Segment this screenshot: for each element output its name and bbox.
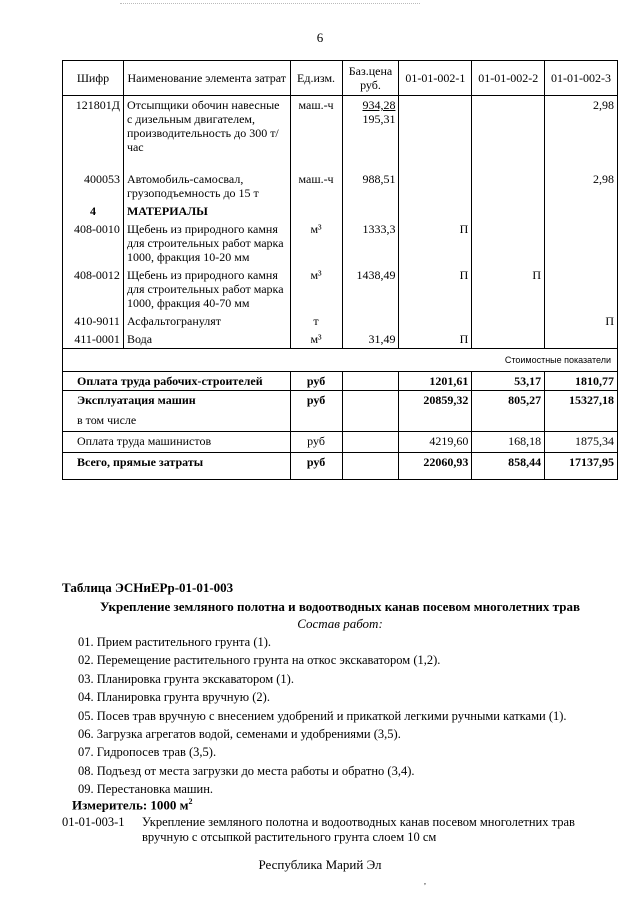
top-rule <box>120 3 420 4</box>
summary-price <box>342 453 399 480</box>
summary-c1: 4219,60 <box>399 432 472 453</box>
list-item: 08. Подъезд от места загрузки до места работы и обратно (3,4). <box>78 763 415 778</box>
row-c3 <box>545 220 618 266</box>
row-unit: м³ <box>290 330 342 349</box>
row-price <box>342 312 399 330</box>
list-item: 04. Планировка грунта вручную (2). <box>78 690 270 705</box>
summary-label: в том числе <box>63 411 291 432</box>
row-c1 <box>399 170 472 202</box>
row-unit: маш.-ч <box>290 96 342 171</box>
header-unit: Ед.изм. <box>290 61 342 96</box>
row-code: 4 <box>63 202 124 220</box>
work-composition-heading: Состав работ: <box>297 616 383 631</box>
row-c1 <box>399 312 472 330</box>
summary-c2: 858,44 <box>472 453 545 480</box>
row-c3: П <box>545 312 618 330</box>
row-name: МАТЕРИАЛЫ <box>123 202 290 220</box>
list-item: 03. Планировка грунта экскаватором (1). <box>78 671 294 686</box>
measure-superscript: 2 <box>188 797 193 806</box>
row-c2 <box>472 220 545 266</box>
cost-header: Стоимостные показатели <box>63 349 618 372</box>
header-col3: 01-01-002-3 <box>545 61 618 96</box>
row-code: 400053 <box>63 170 124 202</box>
row-unit: м³ <box>290 220 342 266</box>
row-c1 <box>399 202 472 220</box>
summary-label: Оплата труда машинистов <box>63 432 291 453</box>
row-c2 <box>472 170 545 202</box>
cost-header-row <box>63 349 618 372</box>
row-code: 121801Д <box>63 96 124 171</box>
summary-row <box>63 411 618 432</box>
summary-unit: руб <box>290 453 342 480</box>
row-price-main: 934,28 <box>362 98 396 112</box>
list-item: 09. Перестановка машин. <box>78 782 214 797</box>
row-unit: т <box>290 312 342 330</box>
summary-price <box>342 432 399 453</box>
entry-line-2: вручную с отсыпкой растительного грунта слоем 10 см <box>142 830 437 844</box>
row-c1: П <box>399 220 472 266</box>
row-price <box>342 96 399 171</box>
summary-c2: 805,27 <box>472 391 545 412</box>
row-code: 408-0012 <box>63 266 124 312</box>
summary-c2 <box>472 411 545 432</box>
row-code: 410-9011 <box>63 312 124 330</box>
row-price: 988,51 <box>342 170 399 202</box>
row-code: 408-0010 <box>63 220 124 266</box>
stray-mark: , <box>424 877 426 886</box>
table-subtitle: Укрепление земляного полотна и водоотводных канав посевом многолетних трав <box>100 599 580 614</box>
table-row <box>63 202 618 220</box>
summary-c1: 1201,61 <box>399 372 472 391</box>
header-code: Шифр <box>63 61 124 96</box>
row-c2 <box>472 312 545 330</box>
table-row <box>63 312 618 330</box>
row-c2 <box>472 330 545 349</box>
table-row <box>63 96 618 171</box>
row-c2: П <box>472 266 545 312</box>
header-price: Баз.цена руб. <box>342 61 399 96</box>
row-c1: П <box>399 330 472 349</box>
summary-c1 <box>399 411 472 432</box>
list-item: 01. Прием растительного грунта (1). <box>78 635 272 649</box>
row-unit <box>290 202 342 220</box>
summary-label: Всего, прямые затраты <box>63 453 291 480</box>
measure-label: Измеритель: 1000 м <box>72 797 189 813</box>
row-c3 <box>545 202 618 220</box>
table-header-row <box>63 61 618 96</box>
row-c3 <box>545 330 618 349</box>
summary-row <box>63 372 618 391</box>
row-c1 <box>399 96 472 171</box>
header-name: Наименование элемента затрат <box>123 61 290 96</box>
summary-unit <box>290 411 342 432</box>
summary-c1: 22060,93 <box>399 453 472 480</box>
summary-unit: руб <box>290 391 342 412</box>
table-title: Таблица ЭСНиЕРр-01-01-003 <box>62 580 234 595</box>
row-unit: маш.-ч <box>290 170 342 202</box>
summary-c2: 53,17 <box>472 372 545 391</box>
measure-unit <box>72 797 193 813</box>
header-col1: 01-01-002-1 <box>399 61 472 96</box>
summary-label: Оплата труда рабочих-строителей <box>63 372 291 391</box>
row-price: 1333,3 <box>342 220 399 266</box>
summary-row <box>63 391 618 412</box>
row-name: Щебень из природного камня для строительных работ марка 1000, фракция 10-20 мм <box>123 220 290 266</box>
row-price: 31,49 <box>342 330 399 349</box>
row-name: Вода <box>123 330 290 349</box>
summary-row <box>63 453 618 480</box>
summary-label: Эксплуатация машин <box>63 391 291 412</box>
summary-c3: 1810,77 <box>545 372 618 391</box>
row-price <box>342 202 399 220</box>
row-c1: П <box>399 266 472 312</box>
cost-table <box>62 60 618 480</box>
summary-c3: 15327,18 <box>545 391 618 412</box>
entry-line-1: Укрепление земляного полотна и водоотводных канав посевом многолетних трав <box>142 815 575 829</box>
row-name: Автомобиль-самосвал, грузоподъемность до 15 т <box>123 170 290 202</box>
row-code: 411-0001 <box>63 330 124 349</box>
summary-c3 <box>545 411 618 432</box>
list-item: 07. Гидропосев трав (3,5). <box>78 745 217 760</box>
row-name: Щебень из природного камня для строительных работ марка 1000, фракция 40-70 мм <box>123 266 290 312</box>
header-col2: 01-01-002-2 <box>472 61 545 96</box>
row-price-secondary: 195,31 <box>362 112 396 126</box>
summary-row <box>63 432 618 453</box>
row-unit: м³ <box>290 266 342 312</box>
table-row <box>63 330 618 349</box>
summary-unit: руб <box>290 432 342 453</box>
work-steps-list <box>78 633 567 799</box>
table-row <box>63 220 618 266</box>
entry-code: 01-01-003-1 <box>62 815 125 829</box>
summary-c3: 17137,95 <box>545 453 618 480</box>
row-c3: 2,98 <box>545 96 618 171</box>
summary-unit: руб <box>290 372 342 391</box>
list-item: 02. Перемещение растительного грунта на откос экскаватором (1,2). <box>78 653 441 668</box>
row-c2 <box>472 202 545 220</box>
row-name: Отсыпщики обочин навесные с дизельным двигателем, производительность до 300 т/час <box>123 96 290 171</box>
row-c3 <box>545 266 618 312</box>
row-name: Асфальтогранулят <box>123 312 290 330</box>
table-row <box>63 170 618 202</box>
page-footer: Республика Марий Эл <box>258 857 382 872</box>
summary-c1: 20859,32 <box>399 391 472 412</box>
summary-price <box>342 391 399 412</box>
row-c3: 2,98 <box>545 170 618 202</box>
entry-description <box>142 815 618 845</box>
table-row <box>63 266 618 312</box>
list-item: 06. Загрузка агрегатов водой, семенами и удобрениями (3,5). <box>78 727 401 742</box>
summary-price <box>342 372 399 391</box>
summary-c2: 168,18 <box>472 432 545 453</box>
page-number: 6 <box>316 30 324 45</box>
summary-price <box>342 411 399 432</box>
summary-c3: 1875,34 <box>545 432 618 453</box>
row-price: 1438,49 <box>342 266 399 312</box>
list-item: 05. Посев трав вручную с внесением удобрений и прикаткой легкими ручными катками (1). <box>78 708 567 723</box>
row-c2 <box>472 96 545 171</box>
